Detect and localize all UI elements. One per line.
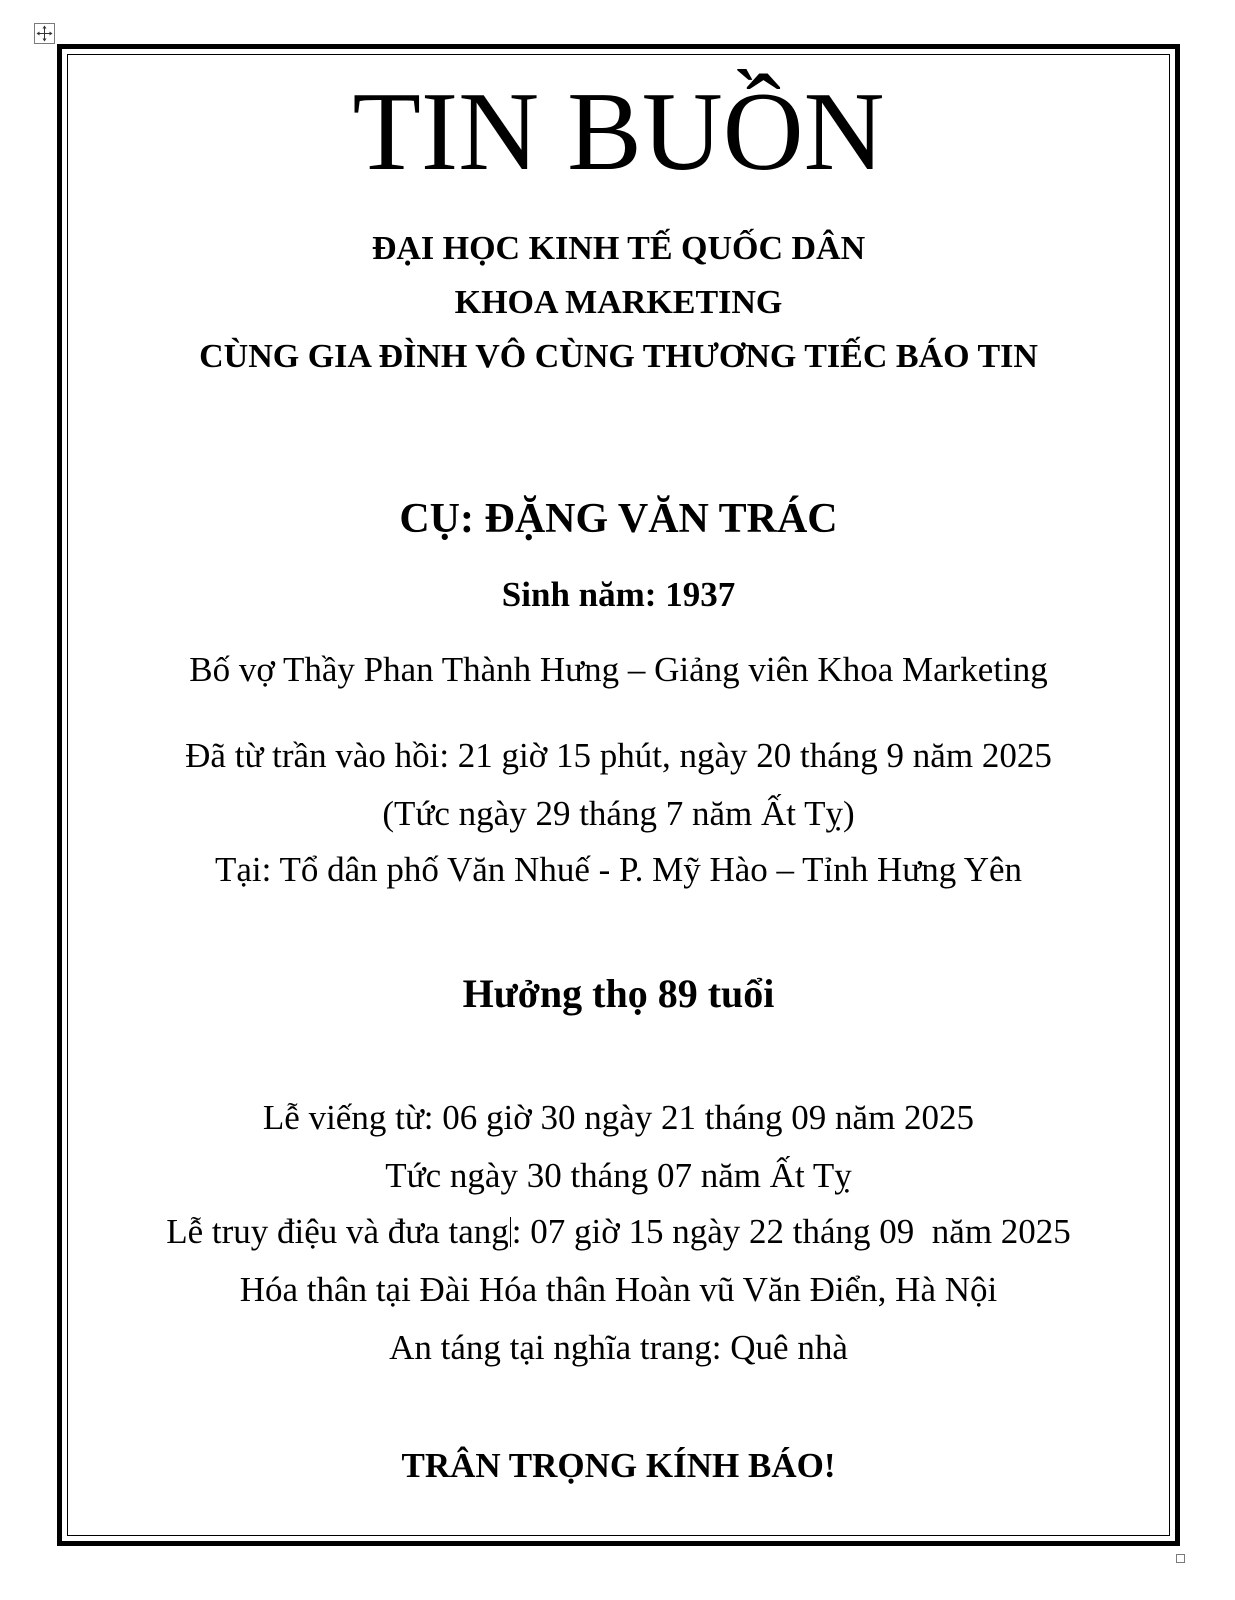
visitation-lunar-line: Tức ngày 30 tháng 07 năm Ất Tỵ [385, 1156, 852, 1195]
faculty-line: KHOA MARKETING [454, 284, 783, 321]
death-time-line: Đã từ trần vào hồi: 21 giờ 15 phút, ngày 20 tháng 9 năm 2025 [185, 736, 1052, 775]
age-line: Hưởng thọ 89 tuổi [462, 971, 775, 1016]
notice-headline: TIN BUỒN [352, 70, 885, 194]
burial-line: An táng tại nghĩa trang: Quê nhà [389, 1328, 848, 1367]
text-cursor [510, 1217, 511, 1247]
death-lunar-date-line: (Tức ngày 29 tháng 7 năm Ất Tỵ) [382, 794, 855, 833]
move-arrows-icon [35, 24, 54, 43]
deceased-name: CỤ: ĐẶNG VĂN TRÁC [399, 496, 838, 542]
visitation-line: Lễ viếng từ: 06 giờ 30 ngày 21 tháng 09 năm 2025 [262, 1098, 975, 1137]
relation-line: Bố vợ Thầy Phan Thành Hưng – Giảng viên Khoa Marketing [189, 650, 1048, 689]
memorial-label: Lễ truy điệu và đưa tang [166, 1212, 509, 1251]
university-line: ĐẠI HỌC KINH TẾ QUỐC DÂN [371, 230, 866, 267]
birth-year: Sinh năm: 1937 [501, 575, 736, 614]
closing-line: TRÂN TRỌNG KÍNH BÁO! [401, 1446, 836, 1485]
table-resize-handle[interactable] [1176, 1554, 1185, 1563]
cremation-line: Hóa thân tại Đài Hóa thân Hoàn vũ Văn Điển, Hà Nội [239, 1270, 998, 1309]
memorial-line [72, 1214, 1165, 1249]
memorial-time: : 07 giờ 15 ngày 22 tháng 09 năm 2025 [511, 1212, 1071, 1251]
announcement-line: CÙNG GIA ĐÌNH VÔ CÙNG THƯƠNG TIẾC BÁO TIN [199, 338, 1038, 375]
death-place-line: Tại: Tổ dân phố Văn Nhuế - P. Mỹ Hào – Tỉnh Hưng Yên [214, 850, 1023, 889]
table-move-handle[interactable] [34, 23, 55, 44]
